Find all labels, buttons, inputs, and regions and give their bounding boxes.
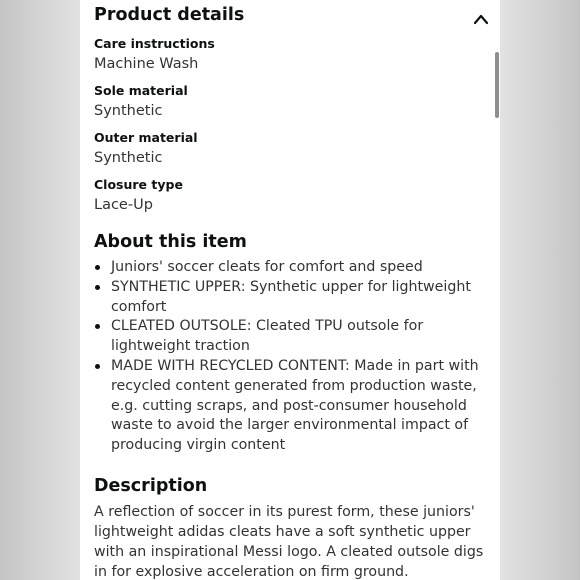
detail-care-instructions (94, 36, 215, 74)
about-this-item-section (94, 230, 486, 456)
product-details-title: Product details (94, 5, 245, 25)
background-left (0, 0, 80, 580)
detail-label: Outer material (94, 130, 198, 145)
product-panel[interactable] (80, 0, 500, 580)
about-bullet: CLEATED OUTSOLE: Cleated TPU outsole for lightweight traction (94, 317, 486, 357)
detail-label: Closure type (94, 177, 183, 192)
detail-label: Sole material (94, 83, 188, 98)
about-bullet: MADE WITH RECYCLED CONTENT: Made in part with recycled content generated from production waste, e.g. cutting scraps, and post-consumer household waste to avoid the larger environmental impact of producing virgin content (94, 357, 486, 456)
detail-closure-type (94, 177, 183, 215)
description-title: Description (94, 476, 208, 496)
about-bullet-list (94, 258, 486, 456)
chevron-up-icon[interactable] (473, 13, 489, 25)
detail-value: Machine Wash (94, 56, 199, 72)
detail-label: Care instructions (94, 36, 215, 51)
product-details-header[interactable] (94, 3, 486, 27)
detail-sole-material (94, 83, 188, 121)
detail-value: Synthetic (94, 150, 163, 166)
detail-value: Lace-Up (94, 197, 153, 213)
scrollbar-thumb[interactable] (495, 52, 499, 118)
description-section (94, 474, 486, 580)
detail-value: Synthetic (94, 103, 163, 119)
about-bullet: Juniors' soccer cleats for comfort and speed (94, 258, 486, 278)
background-right (500, 0, 580, 580)
about-bullet: SYNTHETIC UPPER: Synthetic upper for lightweight comfort (94, 278, 486, 318)
description-text: A reflection of soccer in its purest form, these juniors' lightweight adidas cleats have a soft synthetic upper with an inspirational Messi logo. A cleated outsole digs in for explosive acceleration on firm ground. (94, 504, 484, 580)
about-this-item-title: About this item (94, 232, 247, 252)
detail-outer-material (94, 130, 198, 168)
